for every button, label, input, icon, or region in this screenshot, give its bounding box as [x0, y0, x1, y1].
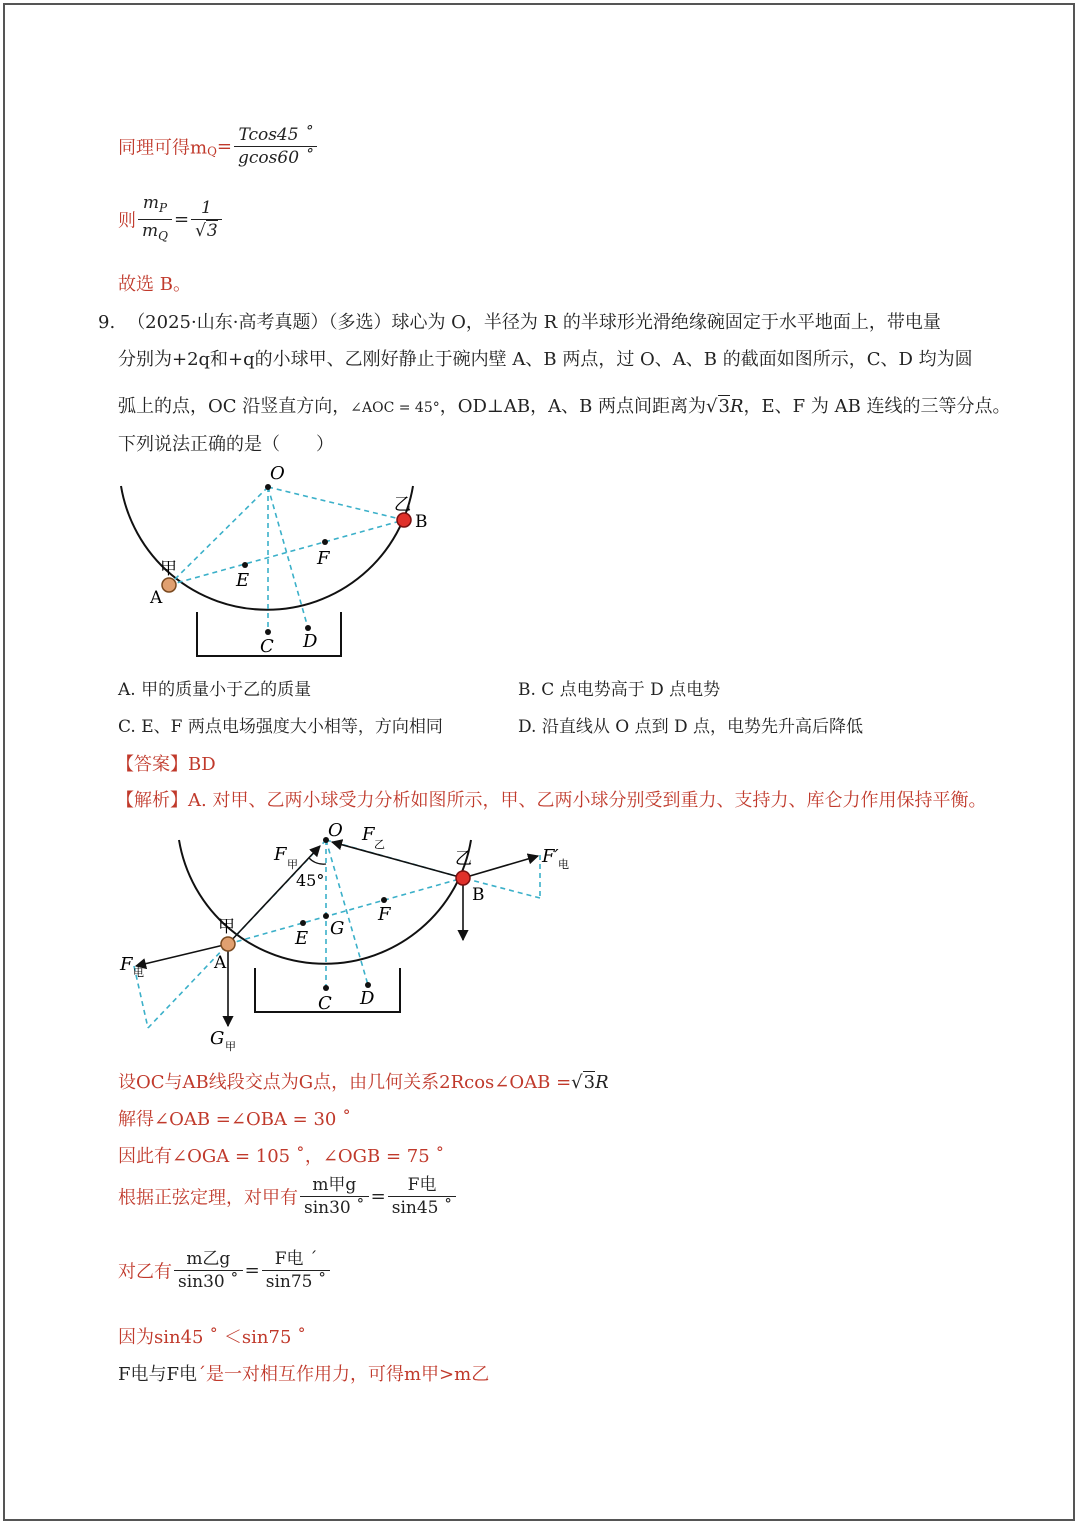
point-O — [265, 484, 271, 490]
fraction: $\frac{\text{F电}}{\sin 45 ˚}$ — [388, 1174, 457, 1219]
point-E — [242, 562, 248, 568]
label-B: B — [415, 512, 428, 532]
label-G-jia-sub: 甲 — [225, 1040, 236, 1053]
question-line-1: 9. （2025·山东·高考真题）（多选）球心为 O，半径为 R 的半球形光滑绝缘碗固定于水平地面上，带电量 — [98, 312, 941, 333]
analysis-line: 【解析】A. 对甲、乙两小球受力分析如图所示，甲、乙两小球分别受到重力、支持力、库仑力作用保持平衡。 — [116, 790, 987, 811]
ball-yi — [397, 513, 411, 527]
point-C — [265, 629, 271, 635]
point-G — [323, 913, 329, 919]
point-C — [323, 985, 329, 991]
label-yi: 乙 — [455, 849, 472, 869]
fraction: $\frac{1}{√3}$ — [191, 197, 222, 242]
label-F-dian-sub: 电 — [133, 966, 144, 979]
derivation-line-2: 解得∠OAB =∠OBA = 30 ˚ — [118, 1109, 352, 1130]
label-G-jia: G — [210, 1028, 225, 1049]
label-O: O — [270, 463, 285, 484]
label-F-yi: F — [362, 824, 375, 845]
label-F-prime-sub: 电 — [558, 858, 569, 871]
label-E: E — [236, 570, 250, 591]
label-O: O — [328, 820, 343, 841]
derivation-line-1: 设OC与AB线段交点为G点，由几何关系2Rcos∠OAB =√3R — [118, 1072, 609, 1093]
fraction: $\frac{\text{m乙g}}{\sin 30 ˚}$ — [174, 1248, 243, 1293]
derivation-line-5: 对乙有 $\frac{\text{m乙g}}{\sin 30 ˚}$ = $\frac{\text{F电 ˊ}}{\sin 75 ˚}$ — [118, 1248, 332, 1293]
answer-line: 【答案】BD — [116, 754, 216, 775]
option-c: C. E、F 两点电场强度大小相等，方向相同 — [118, 717, 443, 737]
question-line-4: 下列说法正确的是（ ） — [118, 434, 334, 455]
ball-jia — [162, 578, 176, 592]
label-F-prime: F′ — [542, 846, 559, 867]
option-b: B. C 点电势高于 D 点电势 — [518, 680, 721, 700]
fraction: $\frac{\text{m甲g}}{\sin 30 ˚}$ — [300, 1174, 369, 1219]
figure-bowl-1 — [110, 460, 430, 665]
prev-line-3: 故选 B。 — [118, 274, 191, 295]
figure-bowl-2 — [110, 818, 580, 1060]
label-jia: 甲 — [160, 559, 177, 579]
label-C: C — [260, 636, 274, 657]
point-E — [300, 920, 306, 926]
ball-jia — [221, 937, 235, 951]
derivation-line-6: 因为sin45 ˚ ＜sin75 ˚ — [118, 1327, 307, 1348]
label-F: F — [378, 904, 391, 925]
prev-line-1: 同理可得$m_Q=$ $\frac{Tcos45 ˚}{gcos60 ˚}$ — [118, 124, 319, 169]
option-d: D. 沿直线从 O 点到 D 点，电势先升高后降低 — [518, 717, 864, 737]
label-F-yi-sub: 乙 — [374, 838, 385, 851]
label-F-dian: F — [120, 954, 133, 975]
label-A: A — [214, 953, 227, 973]
label-D: D — [360, 988, 375, 1009]
label-yi: 乙 — [394, 495, 411, 515]
prev-line-2: 则 $\frac{m_P}{m_Q}$ = $\frac{1}{√3}$ — [118, 192, 224, 247]
label-E: E — [295, 928, 309, 949]
label-F-jia: F — [274, 844, 287, 865]
label-F-jia-sub: 甲 — [287, 858, 298, 871]
label-D: D — [303, 631, 318, 652]
label-B: B — [472, 885, 485, 905]
point-F — [322, 539, 328, 545]
label-C: C — [318, 993, 332, 1014]
fraction: $\frac{\text{F电 ˊ}}{\sin 75 ˚}$ — [262, 1248, 331, 1293]
question-line-3: 弧上的点，OC 沿竖直方向，∠AOC = 45°，OD⊥AB，A、B 两点间距离为√3R，E、F 为 AB 连线的三等分点。 — [118, 396, 1011, 417]
label-jia: 甲 — [218, 917, 235, 937]
construction-lines — [169, 487, 404, 632]
derivation-line-7: F电与F电ˊ是一对相互作用力，可得m甲>m乙 — [118, 1364, 490, 1385]
fraction: $\frac{Tcos45 ˚}{gcos60 ˚}$ — [234, 124, 317, 169]
question-line-2: 分别为+2q和+q的小球甲、乙刚好静止于碗内壁 A、B 两点，过 O、A、B 的截面如图所示，C、D 均为圆 — [118, 349, 973, 370]
derivation-line-4: 根据正弦定理，对甲有 $\frac{\text{m甲g}}{\sin 30 ˚}$ = $\frac{\text{F电}}{\sin 45 ˚}$ — [118, 1174, 458, 1219]
label-G: G — [330, 918, 345, 939]
derivation-line-3: 因此有∠OGA = 105 ˚，∠OGB = 75 ˚ — [118, 1146, 445, 1167]
label-A: A — [150, 588, 163, 608]
point-F — [381, 897, 387, 903]
option-a: A. 甲的质量小于乙的质量 — [118, 680, 312, 700]
angle-arc — [309, 858, 326, 864]
ball-yi — [456, 871, 470, 885]
label-angle-45: 45° — [296, 871, 325, 890]
label-F: F — [317, 548, 330, 569]
fraction: $\frac{m_P}{m_Q}$ — [138, 192, 172, 247]
